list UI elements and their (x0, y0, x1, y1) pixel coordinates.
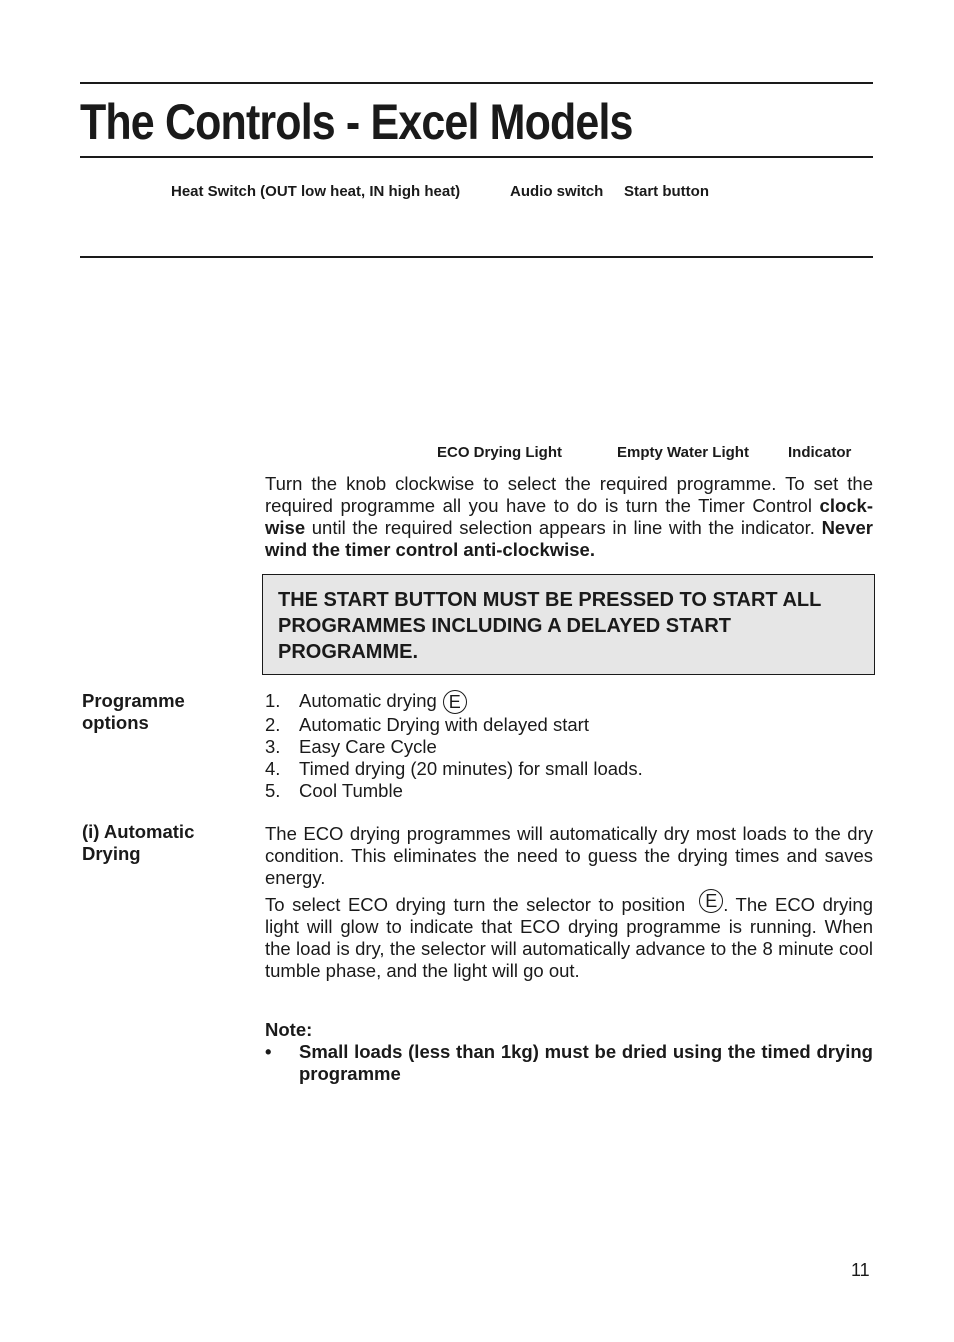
page-number: 11 (851, 1260, 870, 1280)
intro-text-1: Turn the knob clockwise to select the required programme. To set the required programme all you have to do is turn the Timer Control (265, 473, 873, 516)
heat-switch-label: Heat Switch (OUT low heat, IN high heat) (171, 183, 461, 200)
automatic-drying-text-2: To select ECO drying turn the selector to position (265, 894, 686, 915)
list-item (265, 690, 643, 714)
automatic-drying-text-1: The ECO drying programmes will automatically dry most loads to the dry condition. This eliminates the need to guess the drying times and saves energy. (265, 823, 873, 888)
list-item-label: Cool Tumble (299, 780, 403, 801)
list-item-number: 1. (265, 690, 281, 711)
list-item-label: Easy Care Cycle (299, 736, 437, 757)
top-rule (80, 82, 873, 84)
list-item-label: Automatic drying (299, 690, 437, 711)
empty-water-light-label: Empty Water Light (617, 444, 749, 461)
eco-light-label: ECO Drying Light (437, 444, 562, 461)
indicator-label: Indicator (788, 444, 852, 461)
list-item (265, 780, 643, 802)
page-title: The Controls - Excel Models (80, 94, 633, 150)
automatic-drying-paragraph (265, 823, 873, 982)
list-item-number: 2. (265, 714, 281, 735)
note-item (265, 1041, 873, 1085)
list-item-label: Timed drying (20 minutes) for small loads. (299, 758, 643, 779)
start-button-warning-box (262, 574, 875, 675)
list-item-number: 3. (265, 736, 281, 757)
list-item-label: Automatic Drying with delayed start (299, 714, 589, 735)
audio-switch-label: Audio switch (510, 183, 604, 200)
automatic-drying-heading: (i) Automatic Drying (82, 821, 195, 864)
note-heading: Note: (265, 1019, 313, 1040)
bullet-icon: • (265, 1041, 272, 1062)
intro-paragraph (265, 473, 873, 561)
start-button-label: Start button (624, 183, 709, 200)
note-text: Small loads (less than 1kg) must be dried using the timed drying programme (299, 1041, 873, 1084)
title-underline (80, 156, 873, 158)
list-item (265, 714, 643, 736)
intro-text-2: until the required selection appears in line with the indicator. (305, 517, 822, 538)
intro-bold-clockwise: clock-wise (265, 495, 873, 538)
eco-symbol-icon: E (699, 889, 723, 913)
automatic-drying-text-3: . The ECO drying light will glow to indicate that ECO drying programme is running. When the load is dry, the selector will automatically advance to the 8 minute cool tumble phase, and the light will go out. (265, 894, 873, 981)
list-item (265, 736, 643, 758)
list-item (265, 758, 643, 780)
warning-text: THE START BUTTON MUST BE PRESSED TO START ALL PROGRAMMES INCLUDING A DELAYED START PROGRAMME. (278, 589, 821, 663)
eco-symbol-icon: E (443, 690, 467, 714)
list-item-number: 4. (265, 758, 281, 779)
list-item-number: 5. (265, 780, 281, 801)
programme-options-list (265, 690, 643, 802)
programme-options-heading: Programme options (82, 690, 185, 733)
intro-warning-anticlockwise: Never wind the timer control anti-clockwise. (265, 517, 873, 560)
section-rule (80, 256, 873, 258)
